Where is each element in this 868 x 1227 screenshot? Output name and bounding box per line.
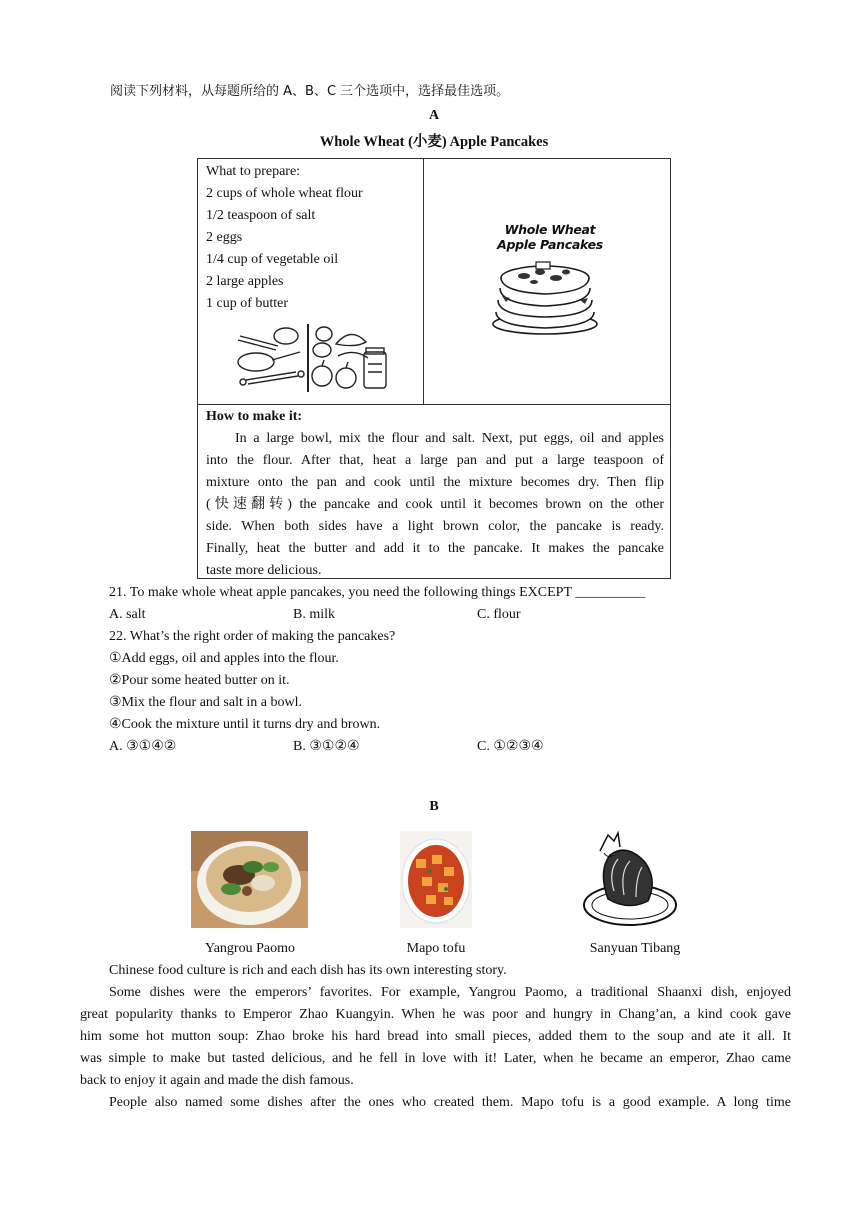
instruction-line: mixture onto the pan and cook until the mixture becomes dry. Then flip xyxy=(206,475,664,490)
dish-caption: Yangrou Paomo xyxy=(205,941,295,956)
question-21-option-c[interactable]: C. flour xyxy=(477,607,521,622)
prepare-heading: What to prepare: xyxy=(206,164,301,179)
recipe-title: Whole Wheat (小麦) Apple Pancakes xyxy=(319,134,549,150)
pancake-image-caption-line2: Apple Pancakes xyxy=(497,237,603,252)
question-21-option-a[interactable]: A. salt xyxy=(109,607,146,622)
instruction-line: taste more delicious. xyxy=(206,563,322,578)
ingredient-item: 1/4 cup of vegetable oil xyxy=(206,252,339,267)
sanyuan-tibang-drawing xyxy=(578,831,678,931)
pancake-stack-image xyxy=(488,254,603,338)
question-22-step: ①Add eggs, oil and apples into the flour. xyxy=(109,651,339,666)
instruction-line: into the flour. After that, heat a large pan and put a large teaspoon of xyxy=(206,453,664,468)
passage-b-line: great popularity thanks to Emperor Zhao Kuangyin. When he was poor and hungry in Chang’an, a kind cook gave xyxy=(80,1007,791,1022)
question-22-step: ③Mix the flour and salt in a bowl. xyxy=(109,695,302,710)
passage-b-line: him some hot mutton soup: Zhao broke his hard bread into small pieces, added them to the soup and ate it all. It xyxy=(80,1029,791,1044)
instruction-line: side. When both sides have a light brown color, the pancake is ready. xyxy=(206,519,664,534)
ingredient-item: 1/2 teaspoon of salt xyxy=(206,208,316,223)
ingredients-sketch-image xyxy=(226,322,396,394)
dish-caption: Sanyuan Tibang xyxy=(589,941,681,956)
ingredient-item: 2 eggs xyxy=(206,230,243,245)
pancake-image-caption-line1: Whole Wheat xyxy=(504,222,596,237)
section-a-label: A xyxy=(428,108,440,123)
how-to-heading: How to make it: xyxy=(206,409,303,424)
question-22-option-a[interactable]: A. ③①④② xyxy=(109,739,177,754)
question-22-option-c[interactable]: C. ①②③④ xyxy=(477,739,544,754)
question-22-stem: 22. What’s the right order of making the pancakes? xyxy=(109,629,396,644)
instruction-text: 阅读下列材料，从每题所给的 A、B、C 三个选项中，选择最佳选项。 xyxy=(110,84,510,99)
dish-caption: Mapo tofu xyxy=(406,941,466,956)
instruction-line: In a large bowl, mix the flour and salt. Next, put eggs, oil and apples xyxy=(235,431,664,446)
ingredient-item: 2 large apples xyxy=(206,274,284,289)
instruction-line: (快速翻转) the pancake and cook until it becomes brown on the other xyxy=(206,497,664,512)
question-21-option-b[interactable]: B. milk xyxy=(293,607,336,622)
question-22-step: ④Cook the mixture until it turns dry and brown. xyxy=(109,717,381,732)
mapo-tofu-photo xyxy=(400,831,472,928)
passage-b-line: People also named some dishes after the ones who created them. Mapo tofu is a good example. A long time xyxy=(109,1095,791,1110)
section-b-label: B xyxy=(429,799,439,814)
ingredient-item: 2 cups of whole wheat flour xyxy=(206,186,363,201)
passage-b-line: back to enjoy it again and made the dish famous. xyxy=(80,1073,354,1088)
passage-b-line: was simple to make but tasted delicious, and he fell in love with it! Later, when he became an emperor, Zhao came xyxy=(80,1051,791,1066)
yangrou-paomo-photo xyxy=(191,831,308,928)
question-21-stem: 21. To make whole wheat apple pancakes, you need the following things EXCEPT __________ xyxy=(109,585,646,600)
ingredient-item: 1 cup of butter xyxy=(206,296,289,311)
question-22-step: ②Pour some heated butter on it. xyxy=(109,673,290,688)
passage-b-line: Some dishes were the emperors’ favorites. For example, Yangrou Paomo, a traditional Shaanxi dish, enjoyed xyxy=(109,985,791,1000)
passage-b-line: Chinese food culture is rich and each dish has its own interesting story. xyxy=(109,963,507,978)
question-22-option-b[interactable]: B. ③①②④ xyxy=(293,739,360,754)
instruction-line: Finally, heat the butter and add it to the pancake. It makes the pancake xyxy=(206,541,664,556)
